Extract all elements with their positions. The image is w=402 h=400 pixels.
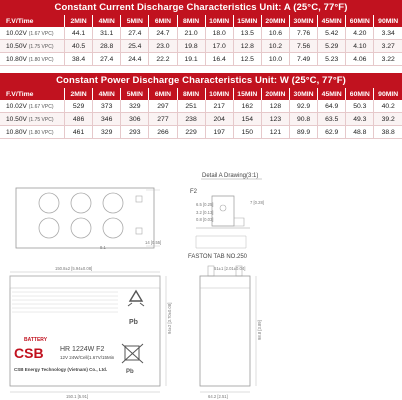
column-header: 5MIN <box>121 15 149 27</box>
column-header: 60MIN <box>346 15 374 27</box>
table-cell: 217 <box>205 100 233 113</box>
table-cell: 64.9 <box>318 100 346 113</box>
dim-terminal-b: 3.2 [0.13] <box>196 210 214 215</box>
dim-height-left: 94±2 [3.70±0.08] <box>167 302 172 334</box>
table-cell: 44.1 <box>65 27 93 40</box>
table-cell: 5.42 <box>318 27 346 40</box>
table-cell: 277 <box>149 113 177 126</box>
table-cell: 21.0 <box>177 27 205 40</box>
svg-text:CSB: CSB <box>14 345 44 361</box>
table-cell: 7.49 <box>290 53 318 66</box>
table-cell: 204 <box>205 113 233 126</box>
company-label: CSB Energy Technology (Vietnam) Co., Ltd. <box>14 367 108 372</box>
volts-per-cell: (1.80 VPC) <box>28 56 54 63</box>
table-cell: 197 <box>205 126 233 139</box>
table-row <box>0 53 402 66</box>
table-cell: 238 <box>177 113 205 126</box>
header-fv-time: F.V/Time <box>0 88 65 100</box>
power-table-title: Constant Power Discharge Characteristics Unit: W (25°C, 77°F) <box>0 73 402 88</box>
table-cell: 63.5 <box>318 113 346 126</box>
table-header-row <box>0 15 402 27</box>
table-cell: 297 <box>149 100 177 113</box>
dim-small-c: 9.1 <box>100 245 106 250</box>
row-voltage <box>0 53 65 66</box>
table-cell: 373 <box>93 100 121 113</box>
table-cell: 121 <box>261 126 289 139</box>
dim-terminal-a: 6.5 [0.25] <box>196 202 214 207</box>
final-voltage: 10.50V <box>6 42 27 50</box>
volts-per-cell: (1.67 VPC) <box>28 30 54 37</box>
row-voltage <box>0 113 65 126</box>
table-cell: 24.7 <box>149 27 177 40</box>
table-cell: 16.4 <box>205 53 233 66</box>
dim-terminal-c: 0.8 [0.03] <box>196 217 214 222</box>
pb-label: Pb <box>129 319 138 326</box>
table-cell: 22.2 <box>149 53 177 66</box>
column-header: 90MIN <box>374 88 402 100</box>
recycle-icon <box>128 291 144 306</box>
table-row <box>0 100 402 113</box>
table-cell: 27.4 <box>93 53 121 66</box>
table-cell: 154 <box>233 113 261 126</box>
column-header: 15MIN <box>233 15 261 27</box>
table-cell: 18.0 <box>205 27 233 40</box>
table-cell: 10.2 <box>261 40 289 53</box>
table-cell: 24.4 <box>121 53 149 66</box>
header-fv-time: F.V/Time <box>0 15 65 27</box>
table-cell: 25.4 <box>121 40 149 53</box>
dim-height-right: 98.8 [3.89] <box>257 320 262 340</box>
detail-a-drawing <box>188 173 264 260</box>
table-cell: 4.10 <box>346 40 374 53</box>
table-cell: 40.5 <box>65 40 93 53</box>
table-cell: 128 <box>261 100 289 113</box>
volts-per-cell: (1.75 VPC) <box>28 116 54 123</box>
power-discharge-table <box>0 88 402 139</box>
table-cell: 123 <box>261 113 289 126</box>
table-cell: 12.8 <box>233 40 261 53</box>
row-voltage <box>0 100 65 113</box>
table-cell: 92.9 <box>290 100 318 113</box>
column-header: 6MIN <box>149 15 177 27</box>
column-header: 45MIN <box>318 15 346 27</box>
dim-small-a: 7 [0.28] <box>250 200 264 205</box>
rating-label: 12V 24W/Cell(1.67V/15Min <box>60 355 115 360</box>
table-cell: 28.8 <box>93 40 121 53</box>
top-view-drawing <box>16 188 161 250</box>
column-header: 15MIN <box>233 88 261 100</box>
dim-top-length: 150.8±2 [5.94±0.08] <box>55 266 93 271</box>
dim-small-b: 14 [0.55] <box>145 240 162 245</box>
pb-label-bin: Pb <box>126 369 134 375</box>
volts-per-cell: (1.80 VPC) <box>28 129 54 136</box>
final-voltage: 10.50V <box>6 115 27 123</box>
crossed-bin-icon <box>122 344 143 363</box>
table-cell: 150 <box>233 126 261 139</box>
table-cell: 7.56 <box>290 40 318 53</box>
table-cell: 38.4 <box>65 53 93 66</box>
table-cell: 229 <box>177 126 205 139</box>
detail-title: Detail A Drawing(3:1) <box>202 173 259 179</box>
dim-right-width: 64.2 [2.51] <box>208 394 228 399</box>
column-header: 10MIN <box>205 88 233 100</box>
column-header: 45MIN <box>318 88 346 100</box>
column-header: 20MIN <box>261 88 289 100</box>
final-voltage: 10.80V <box>6 128 27 136</box>
table-cell: 40.2 <box>374 100 402 113</box>
table-cell: 12.5 <box>233 53 261 66</box>
table-cell: 90.8 <box>290 113 318 126</box>
column-header: 2MIN <box>65 88 93 100</box>
dim-side-top: 51±1 [2.01±0.04] <box>214 266 246 271</box>
drawing-canvas <box>0 166 402 400</box>
final-voltage: 10.80V <box>6 55 27 63</box>
table-cell: 50.3 <box>346 100 374 113</box>
dimension-drawings <box>0 166 402 400</box>
table-cell: 7.76 <box>290 27 318 40</box>
table-cell: 23.0 <box>149 40 177 53</box>
table-cell: 62.9 <box>318 126 346 139</box>
csb-logo <box>14 345 44 361</box>
table-cell: 3.27 <box>374 40 402 53</box>
dim-bottom-length: 150.1 [5.91] <box>66 394 89 399</box>
table-cell: 49.3 <box>346 113 374 126</box>
faston-label: FASTON TAB NO.250 <box>188 254 248 260</box>
table-row <box>0 40 402 53</box>
side-view-drawing <box>200 266 262 399</box>
front-view-drawing <box>10 266 172 399</box>
column-header: 30MIN <box>290 88 318 100</box>
table-cell: 486 <box>65 113 93 126</box>
table-cell: 19.1 <box>177 53 205 66</box>
column-header: 30MIN <box>290 15 318 27</box>
table-cell: 27.4 <box>121 27 149 40</box>
current-discharge-table <box>0 15 402 66</box>
table-cell: 162 <box>233 100 261 113</box>
column-header: 4MIN <box>93 15 121 27</box>
model-label: HR 1224W F2 <box>60 346 105 353</box>
table-cell: 4.20 <box>346 27 374 40</box>
table-cell: 346 <box>93 113 121 126</box>
row-voltage <box>0 27 65 40</box>
column-header: 60MIN <box>346 88 374 100</box>
column-header: 4MIN <box>93 88 121 100</box>
table-cell: 293 <box>121 126 149 139</box>
column-header: 5MIN <box>121 88 149 100</box>
table-row <box>0 126 402 139</box>
table-cell: 329 <box>121 100 149 113</box>
table-cell: 3.22 <box>374 53 402 66</box>
table-cell: 48.8 <box>346 126 374 139</box>
column-header: 90MIN <box>374 15 402 27</box>
table-cell: 17.0 <box>205 40 233 53</box>
battery-label: BATTERY <box>24 337 48 343</box>
volts-per-cell: (1.67 VPC) <box>28 103 54 110</box>
table-cell: 5.29 <box>318 40 346 53</box>
table-cell: 266 <box>149 126 177 139</box>
column-header: 2MIN <box>65 15 93 27</box>
table-cell: 5.23 <box>318 53 346 66</box>
table-header-row <box>0 88 402 100</box>
table-cell: 19.8 <box>177 40 205 53</box>
column-header: 6MIN <box>149 88 177 100</box>
column-header: 8MIN <box>177 88 205 100</box>
current-table-title: Constant Current Discharge Characteristics Unit: A (25°C, 77°F) <box>0 0 402 15</box>
terminal-code: F2 <box>190 189 198 195</box>
final-voltage: 10.02V <box>6 29 27 37</box>
table-cell: 39.2 <box>374 113 402 126</box>
table-cell: 306 <box>121 113 149 126</box>
table-cell: 10.6 <box>261 27 289 40</box>
table-cell: 31.1 <box>93 27 121 40</box>
table-row <box>0 27 402 40</box>
column-header: 20MIN <box>261 15 289 27</box>
table-cell: 251 <box>177 100 205 113</box>
final-voltage: 10.02V <box>6 102 27 110</box>
table-cell: 89.9 <box>290 126 318 139</box>
table-cell: 329 <box>93 126 121 139</box>
row-voltage <box>0 40 65 53</box>
table-cell: 38.8 <box>374 126 402 139</box>
column-header: 10MIN <box>205 15 233 27</box>
table-cell: 3.34 <box>374 27 402 40</box>
table-cell: 529 <box>65 100 93 113</box>
column-header: 8MIN <box>177 15 205 27</box>
row-voltage <box>0 126 65 139</box>
table-cell: 13.5 <box>233 27 261 40</box>
table-cell: 10.0 <box>261 53 289 66</box>
volts-per-cell: (1.75 VPC) <box>28 43 54 50</box>
table-cell: 461 <box>65 126 93 139</box>
table-cell: 4.06 <box>346 53 374 66</box>
table-row <box>0 113 402 126</box>
